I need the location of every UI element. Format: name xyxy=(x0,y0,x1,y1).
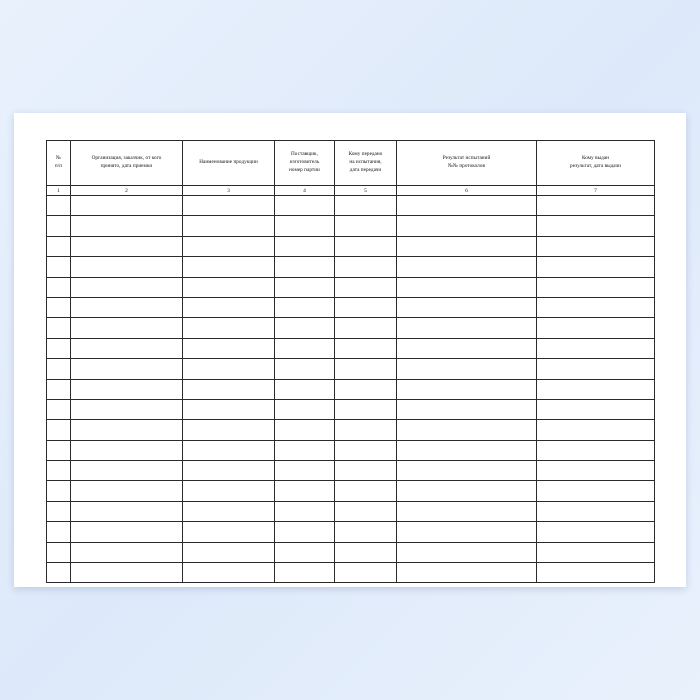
table-cell[interactable] xyxy=(71,501,183,521)
table-cell[interactable] xyxy=(183,379,275,399)
table-cell[interactable] xyxy=(397,379,537,399)
table-cell[interactable] xyxy=(397,461,537,481)
table-row[interactable] xyxy=(47,196,655,216)
table-cell[interactable] xyxy=(397,501,537,521)
table-cell[interactable] xyxy=(397,481,537,501)
table-cell[interactable] xyxy=(537,359,655,379)
table-row[interactable] xyxy=(47,379,655,399)
table-cell[interactable] xyxy=(47,359,71,379)
table-cell[interactable] xyxy=(275,420,335,440)
table-cell[interactable] xyxy=(47,420,71,440)
table-cell[interactable] xyxy=(183,338,275,358)
table-cell[interactable] xyxy=(183,257,275,277)
table-cell[interactable] xyxy=(275,563,335,583)
column-number-cell: 4 xyxy=(275,186,335,196)
table-cell[interactable] xyxy=(47,542,71,562)
table-cell[interactable] xyxy=(335,297,397,317)
table-cell[interactable] xyxy=(47,399,71,419)
table-cell[interactable] xyxy=(47,461,71,481)
table-cell[interactable] xyxy=(183,481,275,501)
table-cell[interactable] xyxy=(47,318,71,338)
header-line: изготовитель xyxy=(289,159,320,166)
table-header xyxy=(47,141,655,186)
table-row[interactable] xyxy=(47,257,655,277)
table-cell[interactable] xyxy=(275,257,335,277)
table-cell[interactable] xyxy=(47,440,71,460)
table-cell[interactable] xyxy=(71,297,183,317)
table-cell[interactable] xyxy=(397,359,537,379)
table-cell[interactable] xyxy=(47,216,71,236)
table-cell[interactable] xyxy=(537,481,655,501)
table-cell[interactable] xyxy=(397,563,537,583)
table-cell[interactable] xyxy=(275,216,335,236)
table-cell[interactable] xyxy=(183,399,275,419)
table-cell[interactable] xyxy=(335,196,397,216)
table-cell[interactable] xyxy=(71,338,183,358)
table-cell[interactable] xyxy=(537,399,655,419)
table-cell[interactable] xyxy=(335,236,397,256)
header-line: Кому выдан xyxy=(581,155,610,162)
table-cell[interactable] xyxy=(397,196,537,216)
table-cell[interactable] xyxy=(47,196,71,216)
table-cell[interactable] xyxy=(537,297,655,317)
table-row[interactable] xyxy=(47,522,655,542)
table-cell[interactable] xyxy=(47,563,71,583)
document-sheet xyxy=(14,113,686,587)
table-cell[interactable] xyxy=(183,522,275,542)
table-cell[interactable] xyxy=(71,522,183,542)
table-cell[interactable] xyxy=(183,359,275,379)
table-row[interactable] xyxy=(47,236,655,256)
header-line: Кому передано xyxy=(348,151,383,158)
table-cell[interactable] xyxy=(71,481,183,501)
table-row[interactable] xyxy=(47,461,655,481)
table-cell[interactable] xyxy=(397,522,537,542)
table-cell[interactable] xyxy=(183,196,275,216)
table-cell[interactable] xyxy=(183,501,275,521)
table-cell[interactable] xyxy=(71,563,183,583)
table-row[interactable] xyxy=(47,297,655,317)
table-cell[interactable] xyxy=(183,440,275,460)
table-cell[interactable] xyxy=(47,338,71,358)
column-header-test-result xyxy=(397,141,537,186)
table-cell[interactable] xyxy=(397,236,537,256)
table-cell[interactable] xyxy=(183,277,275,297)
table-cell[interactable] xyxy=(537,196,655,216)
table-cell[interactable] xyxy=(397,297,537,317)
table-row[interactable] xyxy=(47,216,655,236)
column-header-number xyxy=(47,141,71,186)
header-line: Наименование продукции xyxy=(199,159,258,166)
column-number-cell: 7 xyxy=(537,186,655,196)
table-cell[interactable] xyxy=(183,542,275,562)
table-cell[interactable] xyxy=(71,318,183,338)
table-cell[interactable] xyxy=(537,236,655,256)
table-cell[interactable] xyxy=(335,461,397,481)
table-cell[interactable] xyxy=(335,542,397,562)
table-row[interactable] xyxy=(47,440,655,460)
table-cell[interactable] xyxy=(275,399,335,419)
table-cell[interactable] xyxy=(537,440,655,460)
table-cell[interactable] xyxy=(335,420,397,440)
table-cell[interactable] xyxy=(537,461,655,481)
table-cell[interactable] xyxy=(47,481,71,501)
table-cell[interactable] xyxy=(71,379,183,399)
table-cell[interactable] xyxy=(47,522,71,542)
table-cell[interactable] xyxy=(275,338,335,358)
column-header-organization xyxy=(71,141,183,186)
table-cell[interactable] xyxy=(71,542,183,562)
table-cell[interactable] xyxy=(183,420,275,440)
table-cell[interactable] xyxy=(71,277,183,297)
table-cell[interactable] xyxy=(537,257,655,277)
header-row xyxy=(47,141,655,186)
table-row[interactable] xyxy=(47,399,655,419)
header-line: номер партии xyxy=(289,166,320,173)
column-number-cell: 5 xyxy=(335,186,397,196)
table-cell[interactable] xyxy=(275,379,335,399)
table-cell[interactable] xyxy=(397,338,537,358)
header-line: п/п xyxy=(54,163,63,169)
table-cell[interactable] xyxy=(537,318,655,338)
header-line: №№ протоколов xyxy=(448,163,485,169)
table-cell[interactable] xyxy=(275,461,335,481)
column-header-supplier xyxy=(275,141,335,186)
column-number-cell: 2 xyxy=(71,186,183,196)
table-row[interactable] xyxy=(47,563,655,583)
table-cell[interactable] xyxy=(275,481,335,501)
table-cell[interactable] xyxy=(335,338,397,358)
table-cell[interactable] xyxy=(71,257,183,277)
table-cell[interactable] xyxy=(183,236,275,256)
table-cell[interactable] xyxy=(537,420,655,440)
table-cell[interactable] xyxy=(335,440,397,460)
table-cell[interactable] xyxy=(47,297,71,317)
header-line: № xyxy=(56,155,61,162)
header-line: принято, дата приемки xyxy=(100,163,153,169)
table-cell[interactable] xyxy=(537,216,655,236)
table-cell[interactable] xyxy=(335,399,397,419)
table-cell[interactable] xyxy=(537,501,655,521)
table-cell[interactable] xyxy=(397,542,537,562)
table-cell[interactable] xyxy=(275,542,335,562)
table-row[interactable] xyxy=(47,359,655,379)
header-line: Поставщик, xyxy=(291,151,318,158)
table-cell[interactable] xyxy=(397,216,537,236)
table-cell[interactable] xyxy=(71,399,183,419)
table-cell[interactable] xyxy=(397,257,537,277)
table-cell[interactable] xyxy=(335,359,397,379)
table-cell[interactable] xyxy=(183,461,275,481)
table-row[interactable] xyxy=(47,542,655,562)
journal-table xyxy=(46,140,655,583)
table-cell[interactable] xyxy=(275,501,335,521)
table-cell[interactable] xyxy=(335,563,397,583)
table-cell[interactable] xyxy=(275,318,335,338)
table-cell[interactable] xyxy=(71,440,183,460)
table-cell[interactable] xyxy=(275,236,335,256)
table-cell[interactable] xyxy=(397,318,537,338)
table-row[interactable] xyxy=(47,481,655,501)
table-row[interactable] xyxy=(47,420,655,440)
column-number-cell: 1 xyxy=(47,186,71,196)
table-cell[interactable] xyxy=(71,196,183,216)
table-cell[interactable] xyxy=(537,277,655,297)
table-cell[interactable] xyxy=(397,277,537,297)
table-cell[interactable] xyxy=(47,277,71,297)
table-cell[interactable] xyxy=(275,297,335,317)
table-cell[interactable] xyxy=(335,481,397,501)
header-line: дата передачи xyxy=(349,166,382,173)
table-cell[interactable] xyxy=(335,501,397,521)
column-number-cell: 6 xyxy=(397,186,537,196)
table-row[interactable] xyxy=(47,338,655,358)
table-cell[interactable] xyxy=(71,359,183,379)
table-cell[interactable] xyxy=(47,236,71,256)
table-cell[interactable] xyxy=(71,461,183,481)
table-cell[interactable] xyxy=(71,236,183,256)
table-cell[interactable] xyxy=(275,196,335,216)
table-cell[interactable] xyxy=(537,522,655,542)
header-line: результат, дата выдачи xyxy=(570,163,621,169)
column-header-product-name xyxy=(183,141,275,186)
table-cell[interactable] xyxy=(275,440,335,460)
column-number-cell: 3 xyxy=(183,186,275,196)
table-cell[interactable] xyxy=(71,216,183,236)
table-cell[interactable] xyxy=(335,379,397,399)
table-cell[interactable] xyxy=(397,420,537,440)
table-cell[interactable] xyxy=(47,257,71,277)
header-line: Результат испытаний xyxy=(442,155,491,162)
table-cell[interactable] xyxy=(537,379,655,399)
column-number-row xyxy=(47,186,655,196)
table-cell[interactable] xyxy=(71,420,183,440)
header-line: Организация, заказчик, от кого xyxy=(91,155,162,162)
journal-table-wrapper xyxy=(46,140,654,542)
table-cell[interactable] xyxy=(335,216,397,236)
table-cell[interactable] xyxy=(335,277,397,297)
column-header-issued-to xyxy=(537,141,655,186)
table-cell[interactable] xyxy=(183,216,275,236)
table-body xyxy=(47,186,655,583)
table-cell[interactable] xyxy=(275,277,335,297)
table-cell[interactable] xyxy=(397,440,537,460)
table-cell[interactable] xyxy=(183,318,275,338)
column-header-transferred-to xyxy=(335,141,397,186)
header-line: на испытания, xyxy=(349,159,382,166)
table-cell[interactable] xyxy=(335,257,397,277)
table-cell[interactable] xyxy=(537,563,655,583)
table-cell[interactable] xyxy=(537,338,655,358)
table-row[interactable] xyxy=(47,277,655,297)
table-cell[interactable] xyxy=(183,563,275,583)
table-cell[interactable] xyxy=(537,542,655,562)
table-row[interactable] xyxy=(47,501,655,521)
table-cell[interactable] xyxy=(275,359,335,379)
table-cell[interactable] xyxy=(47,379,71,399)
table-cell[interactable] xyxy=(47,501,71,521)
table-row[interactable] xyxy=(47,318,655,338)
table-cell[interactable] xyxy=(335,318,397,338)
table-cell[interactable] xyxy=(275,522,335,542)
table-cell[interactable] xyxy=(397,399,537,419)
table-cell[interactable] xyxy=(183,297,275,317)
table-cell[interactable] xyxy=(335,522,397,542)
